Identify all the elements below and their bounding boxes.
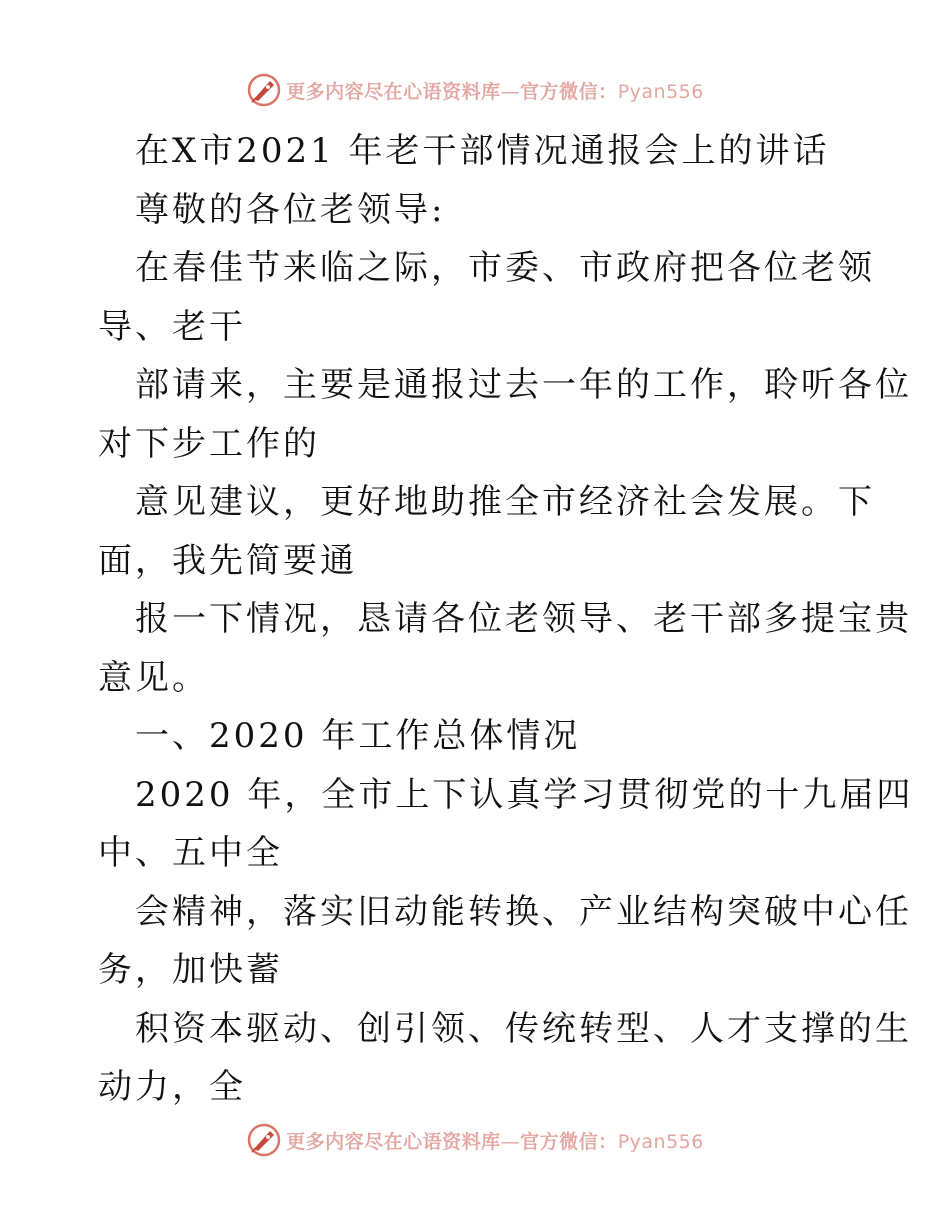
watermark-dash: —	[500, 80, 521, 103]
watermark-dash: —	[500, 1130, 521, 1153]
watermark-main: 更多内容尽在心语资料库	[286, 1130, 501, 1153]
document-line: 一、2020 年工作总体情况	[135, 716, 581, 756]
document-line: 会精神，落实旧动能转换、产业结构突破中心任	[135, 891, 912, 932]
document-line: 报一下情况，恳请各位老领导、老干部多提宝贵	[135, 599, 912, 639]
document-line: 在春佳节来临之际，市委、市政府把各位老领	[135, 248, 875, 288]
document-body	[98, 122, 914, 1117]
watermark-label: 官方微信：	[520, 80, 618, 103]
watermark-text	[286, 77, 704, 104]
document-line: 意见。	[98, 657, 209, 698]
watermark-text	[286, 1127, 704, 1154]
document-line: 2020 年，全市上下认真学习贯彻党的十九届四	[135, 774, 914, 815]
pen-nib-logo-icon	[246, 1122, 282, 1158]
document-line: 务，加快蓄	[98, 950, 283, 990]
document-line: 在X市2021 年老干部情况通报会上的讲话	[135, 131, 830, 171]
watermark-banner-bottom	[0, 1120, 950, 1160]
watermark-banner-top	[0, 70, 950, 110]
document-line: 导、老干	[98, 306, 246, 347]
document-line: 动力，全	[98, 1067, 246, 1107]
document-line: 中、五中全	[98, 833, 283, 873]
document-line: 部请来，主要是通报过去一年的工作，聆听各位	[135, 365, 912, 405]
document-line: 对下步工作的	[98, 423, 320, 464]
watermark-label: 官方微信：	[520, 1130, 618, 1153]
pen-nib-logo-icon	[246, 72, 282, 108]
document-line: 面，我先简要通	[98, 540, 357, 581]
document-line: 积资本驱动、创引领、传统转型、人才支撑的生	[135, 1008, 912, 1049]
watermark-id: Pyan556	[617, 80, 704, 103]
document-line: 尊敬的各位老领导:	[135, 189, 446, 230]
watermark-id: Pyan556	[617, 1130, 704, 1153]
document-line: 意见建议，更好地助推全市经济社会发展。下	[135, 482, 875, 522]
watermark-main: 更多内容尽在心语资料库	[286, 80, 501, 103]
